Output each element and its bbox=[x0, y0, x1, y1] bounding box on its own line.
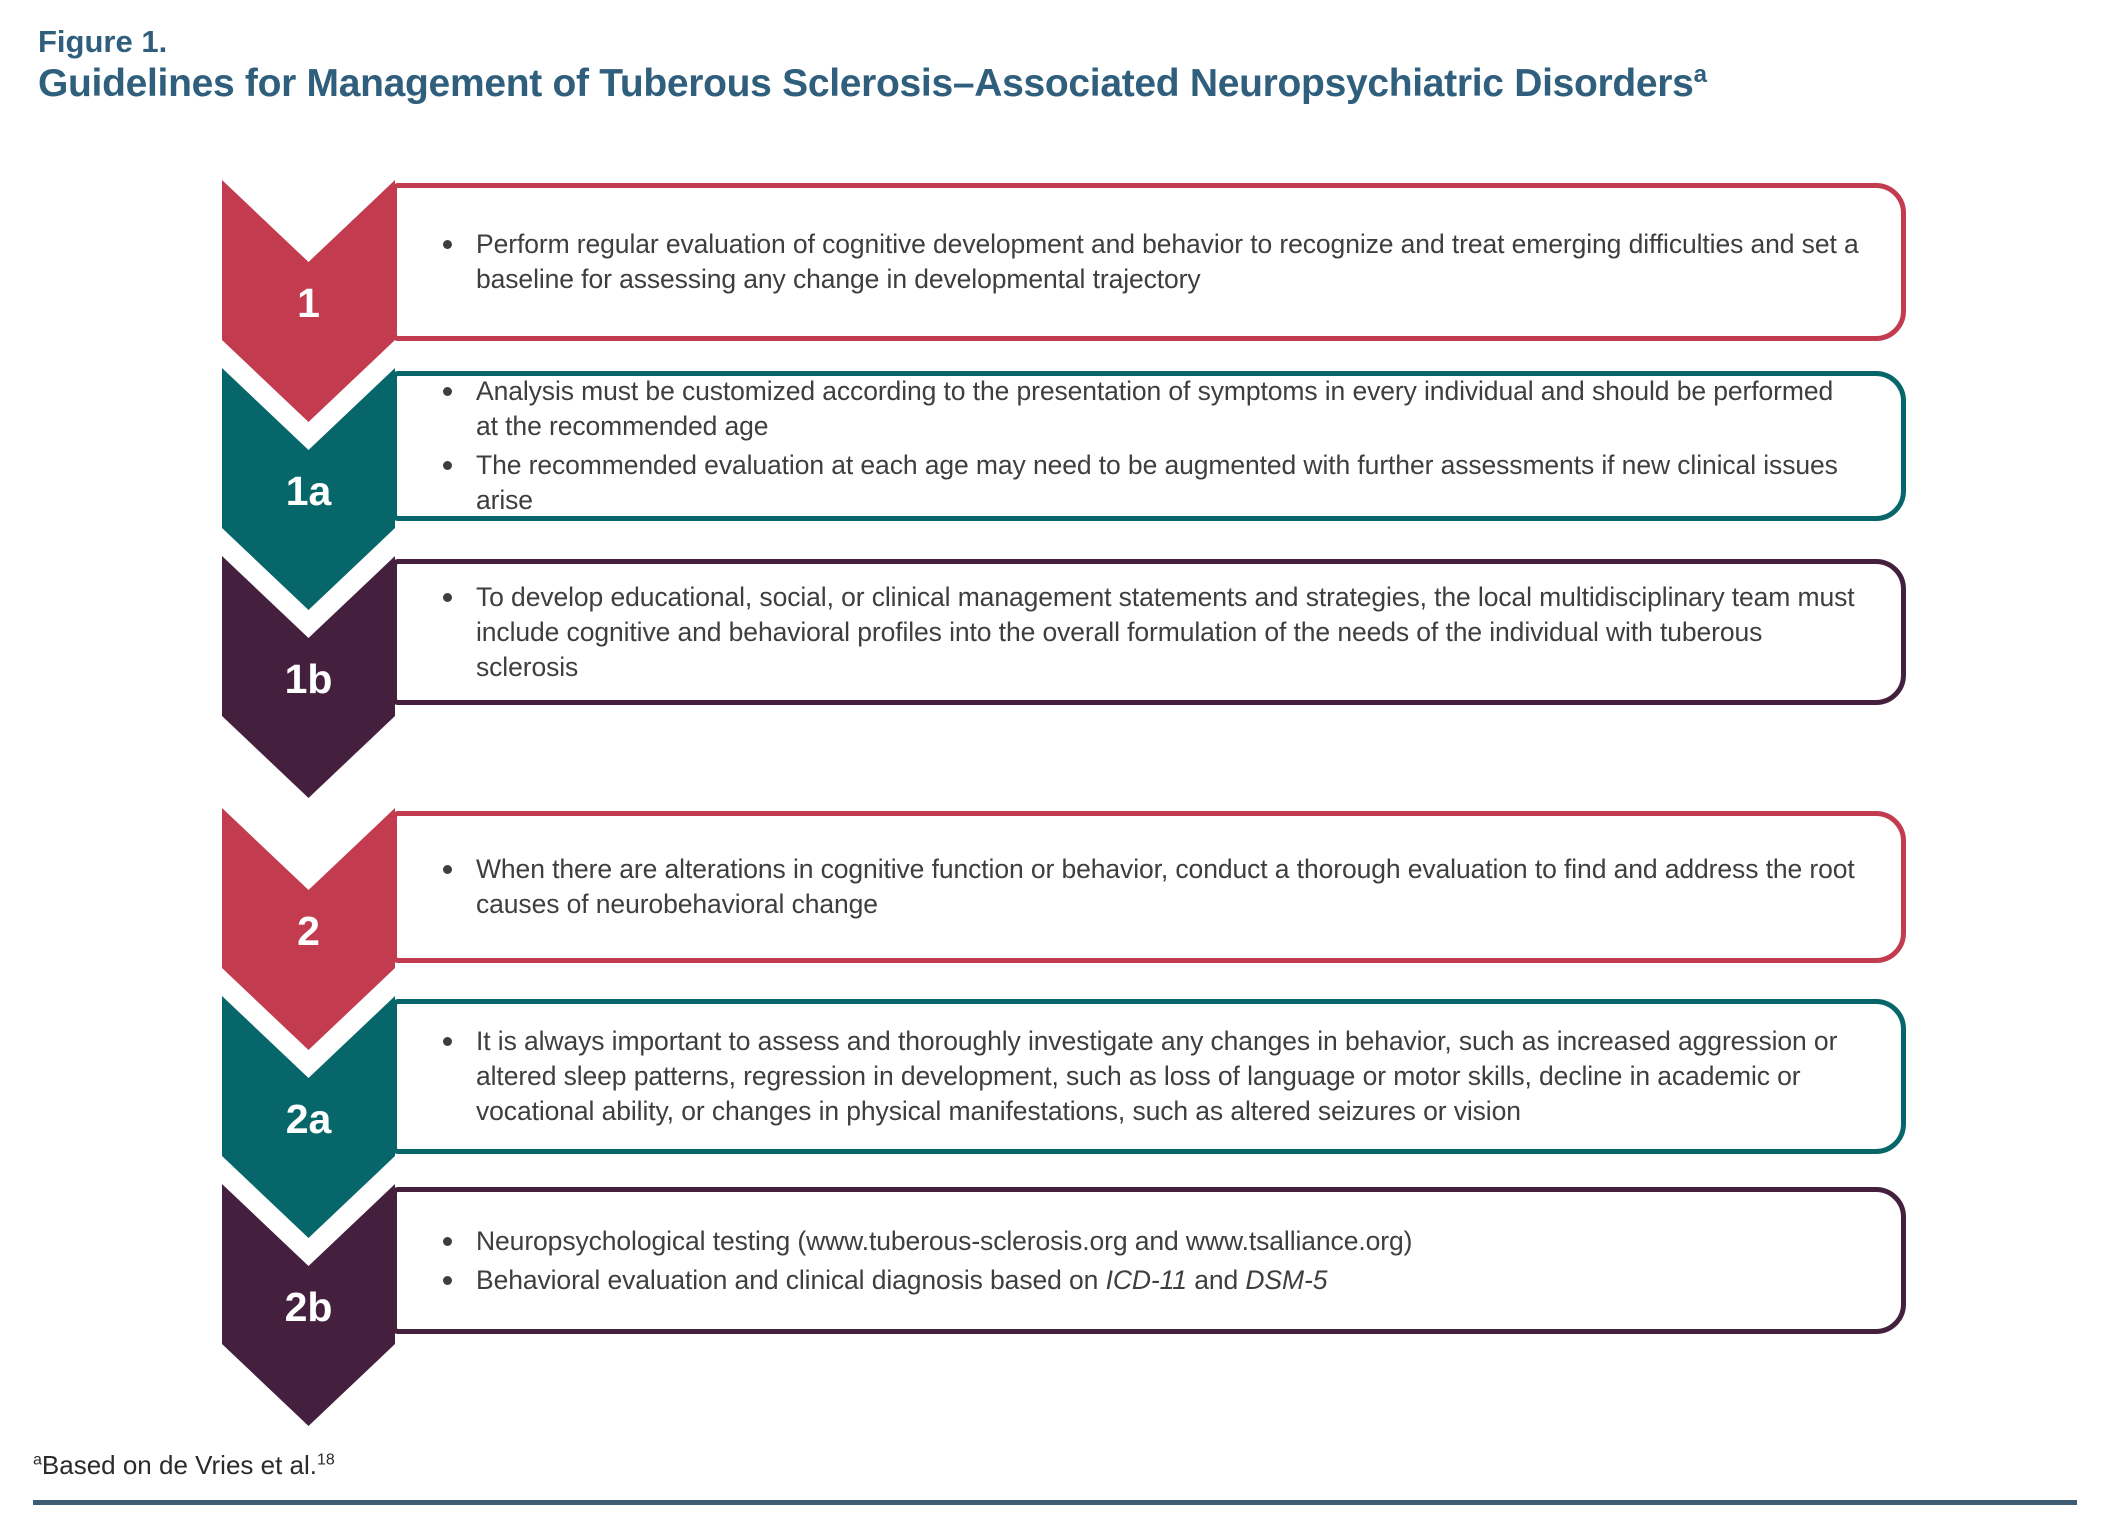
bullet-item bbox=[397, 1024, 1901, 1129]
italic-term: DSM-5 bbox=[1245, 1264, 1328, 1295]
text-segment: The recommended evaluation at each age may need to be augmented with further assessments if new clinical issues arise bbox=[476, 450, 1838, 515]
bullet-item bbox=[397, 448, 1901, 518]
text-segment: When there are alterations in cognitive function or behavior, conduct a thorough evaluation to find and address the root causes of neurobehavioral change bbox=[476, 854, 1855, 919]
bullet-text bbox=[476, 227, 1859, 297]
figure-title-text: Guidelines for Management of Tuberous Sclerosis–Associated Neuropsychiatric Disorders bbox=[38, 62, 1694, 105]
footnote-superscript-a: a bbox=[33, 1451, 42, 1469]
chevron-label: 1a bbox=[285, 468, 332, 514]
bullet-item bbox=[397, 374, 1901, 444]
text-segment: To develop educational, social, or clinical management statements and strategies, the local multidisciplinary team must include cognitive and behavioral profiles into the overall formulation of the needs of the individual with tuberous sclerosis bbox=[476, 581, 1855, 682]
bullet-dot bbox=[443, 865, 452, 874]
footnote-text: Based on de Vries et al. bbox=[41, 1450, 318, 1480]
figure-title bbox=[38, 62, 1707, 106]
bullet-dot bbox=[443, 1237, 452, 1246]
footnote bbox=[33, 1450, 335, 1481]
text-segment: Neuropsychological testing (www.tuberous-sclerosis.org and www.tsalliance.org) bbox=[476, 1225, 1413, 1256]
text-segment: Analysis must be customized according to the presentation of symptoms in every individual and should be performed at the recommended age bbox=[476, 376, 1834, 441]
bullet-item bbox=[397, 227, 1901, 297]
bullet-item bbox=[397, 852, 1901, 922]
text-segment: and bbox=[1186, 1264, 1246, 1295]
bullet-dot bbox=[443, 387, 452, 396]
bullet-item bbox=[397, 580, 1901, 685]
figure-label: Figure 1. bbox=[38, 24, 168, 59]
bullet-text bbox=[476, 448, 1859, 518]
chevron-label: 1 bbox=[297, 280, 320, 326]
step-box bbox=[392, 999, 1906, 1154]
step-box bbox=[392, 811, 1906, 963]
italic-term: ICD-11 bbox=[1105, 1264, 1187, 1295]
text-segment: Behavioral evaluation and clinical diagnosis based on bbox=[476, 1264, 1106, 1295]
text-segment: Perform regular evaluation of cognitive development and behavior to recognize and treat emerging difficulties and set a baseline for assessing any change in developmental trajectory bbox=[476, 229, 1859, 294]
bullet-dot bbox=[443, 1037, 452, 1046]
bullet-item bbox=[397, 1224, 1901, 1259]
bullet-dot bbox=[443, 593, 452, 602]
chevron-label: 2b bbox=[284, 1284, 333, 1330]
text-segment: It is always important to assess and thoroughly investigate any changes in behavior, such as increased aggression or altered sleep patterns, regression in development, such as loss of language or motor skills, decline in academic or vocational ability, or changes in physical manifestations, such as altered seizures or vision bbox=[476, 1026, 1838, 1126]
chevron-label: 2 bbox=[297, 908, 320, 954]
bullet-text bbox=[476, 580, 1859, 685]
bullet-item bbox=[397, 1263, 1901, 1298]
bullet-text bbox=[476, 852, 1859, 922]
step-box bbox=[392, 1187, 1906, 1334]
bullet-dot bbox=[443, 240, 452, 249]
title-superscript: a bbox=[1693, 61, 1707, 88]
bullet-text bbox=[476, 374, 1859, 444]
footnote-reference: 18 bbox=[317, 1451, 335, 1469]
step-box bbox=[392, 559, 1906, 705]
bottom-rule bbox=[33, 1500, 2077, 1505]
bullet-text bbox=[476, 1224, 1859, 1259]
step-box bbox=[392, 183, 1906, 341]
bullet-text bbox=[476, 1263, 1859, 1298]
bullet-text bbox=[476, 1024, 1859, 1129]
step-box bbox=[392, 371, 1906, 521]
bullet-dot bbox=[443, 1276, 452, 1285]
chevron-label: 1b bbox=[284, 656, 333, 702]
bullet-dot bbox=[443, 461, 452, 470]
chevron-label: 2a bbox=[285, 1096, 332, 1142]
